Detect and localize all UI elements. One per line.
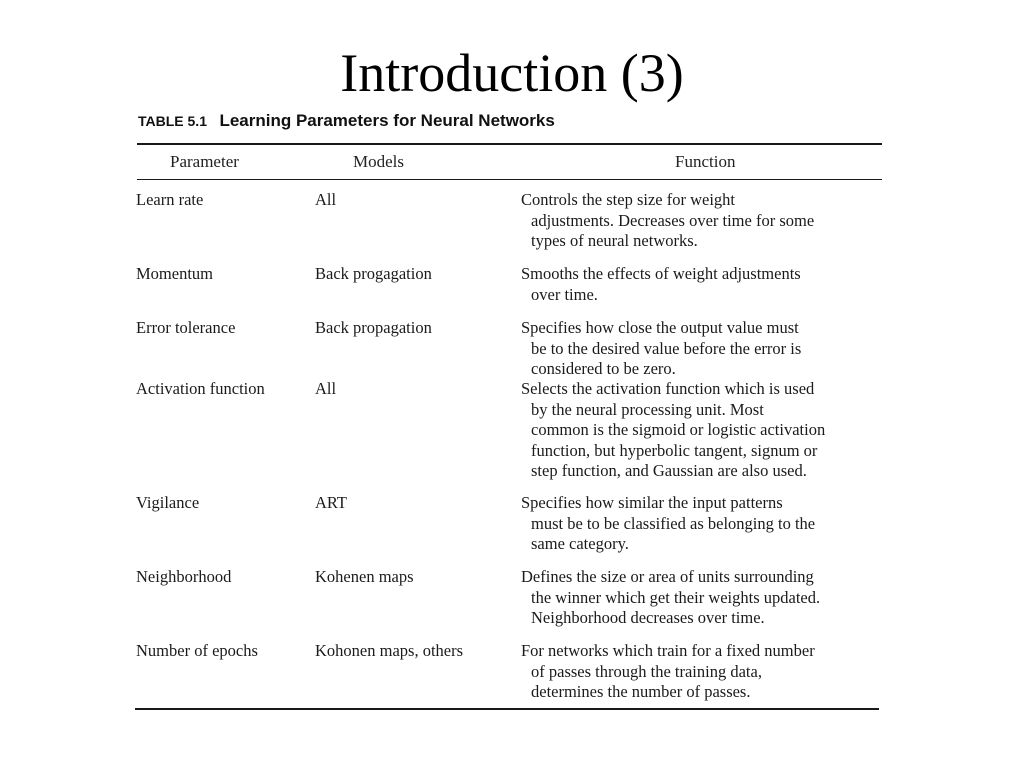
function-text-line: determines the number of passes.	[531, 682, 751, 701]
table-cell-function	[521, 641, 815, 703]
function-text-line: considered to be zero.	[531, 359, 676, 378]
function-text-line: Selects the activation function which is used	[521, 379, 815, 398]
function-text-line: adjustments. Decreases over time for some	[531, 210, 815, 230]
function-text-line: be to the desired value before the error is	[531, 338, 802, 358]
column-header-function: Function	[675, 152, 736, 171]
function-text-line: Specifies how similar the input patterns	[521, 493, 783, 512]
table-cell-parameter: Neighborhood	[136, 567, 232, 586]
function-text-line: Specifies how close the output value must	[521, 318, 799, 337]
function-text-line: step function, and Gaussian are also used.	[531, 461, 807, 480]
table-cell-function	[521, 567, 820, 629]
table-cell-function	[521, 190, 814, 252]
table-cell-function	[521, 264, 801, 305]
function-text-line: Controls the step size for weight	[521, 190, 736, 209]
table-cell-parameter: Activation function	[136, 379, 265, 398]
table-cell-models: All	[315, 190, 337, 209]
table-cell-models: Kohonen maps, others	[315, 641, 464, 660]
table-cell-parameter: Error tolerance	[136, 318, 236, 337]
function-text-line: over time.	[531, 284, 598, 304]
table-header-rule	[137, 179, 882, 180]
function-text-line: common is the sigmoid or logistic activation	[531, 420, 826, 439]
function-text-line: of passes through the training data,	[531, 661, 762, 681]
table-bottom-rule	[135, 708, 879, 710]
table-cell-models: Back progagation	[315, 264, 432, 283]
function-text-line: must be to be classified as belonging to the	[531, 513, 816, 533]
function-text-line: Defines the size or area of units surrounding	[521, 567, 814, 586]
table-cell-function	[521, 493, 815, 555]
function-text-line: types of neural networks.	[531, 231, 698, 250]
function-text-line: same category.	[531, 534, 629, 553]
table-label: TABLE 5.1	[138, 113, 207, 129]
table-cell-models: Kohenen maps	[315, 567, 414, 586]
function-text-line: For networks which train for a fixed number	[521, 641, 815, 660]
function-text-line: function, but hyperbolic tangent, signum or	[531, 440, 818, 460]
column-header-models: Models	[353, 152, 404, 171]
table-caption	[138, 111, 555, 131]
table-cell-parameter: Learn rate	[136, 190, 204, 209]
table-cell-parameter: Momentum	[136, 264, 213, 283]
function-text-line: by the neural processing unit. Most	[531, 399, 764, 419]
table-cell-function	[521, 379, 825, 482]
table-cell-models: All	[315, 379, 337, 398]
table-title: Learning Parameters for Neural Networks	[219, 111, 555, 130]
function-text-line: Neighborhood decreases over time.	[531, 608, 765, 627]
table-cell-models: ART	[315, 493, 348, 512]
table-cell-parameter: Vigilance	[136, 493, 200, 512]
table-cell-parameter: Number of epochs	[136, 641, 258, 660]
table-top-rule	[137, 143, 882, 145]
table-cell-function	[521, 318, 801, 380]
function-text-line: the winner which get their weights updated.	[531, 587, 821, 607]
column-header-parameter: Parameter	[170, 152, 239, 171]
function-text-line: Smooths the effects of weight adjustments	[521, 264, 801, 283]
slide-title: Introduction (3)	[340, 43, 684, 103]
table-cell-models: Back propagation	[315, 318, 432, 337]
